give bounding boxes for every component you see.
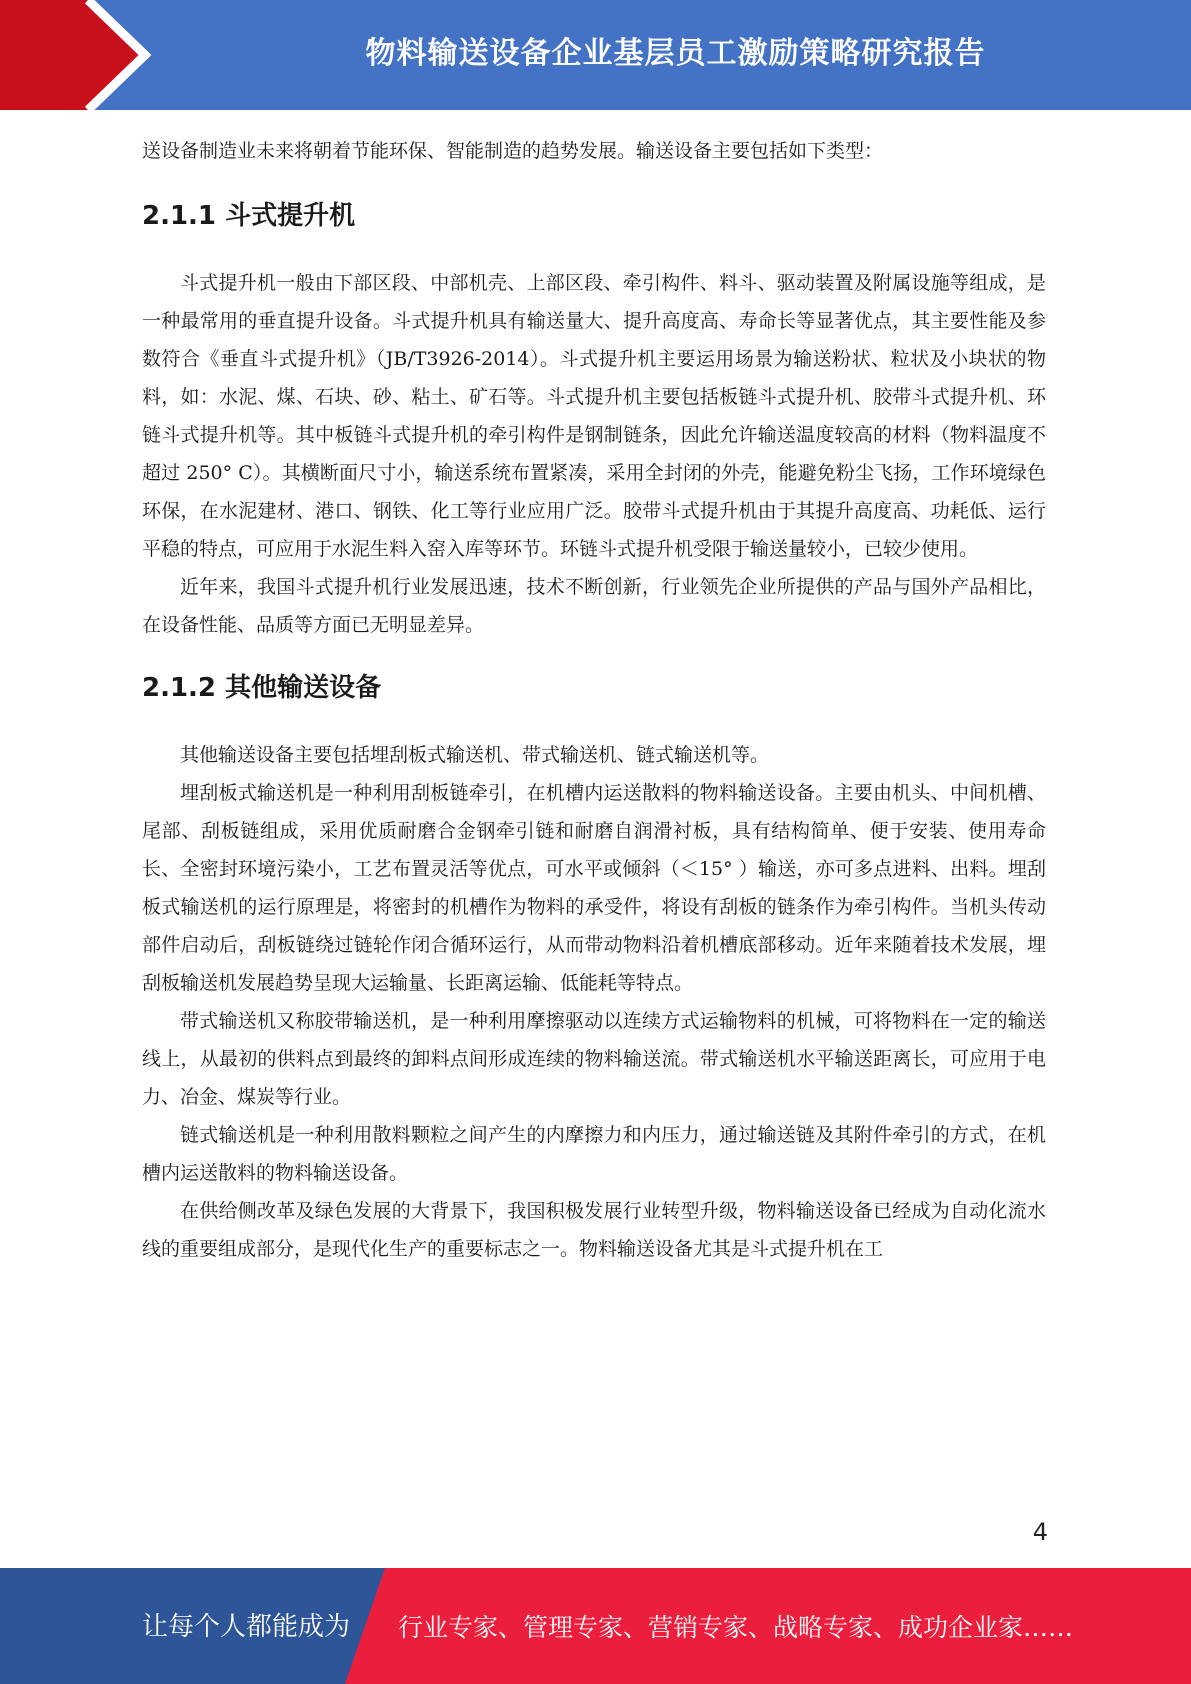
paragraph: 近年来，我国斗式提升机行业发展迅速，技术不断创新，行业领先企业所提供的产品与国外产品相比，在设备性能、品质等方面已无明显差异。 <box>142 576 1046 636</box>
section-heading-other-equipment: 2.1.2 其他输送设备 <box>142 673 382 703</box>
paragraph: 带式输送机又称胶带输送机，是一种利用摩擦驱动以连续方式运输物料的机械，可将物料在一定的输送线上，从最初的供料点到最终的卸料点间形成连续的物料输送流。带式输送机水平输送距离长，可应用于电力、冶金、煤炭等行业。 <box>142 1010 1046 1108</box>
page-number: 4 <box>1032 1518 1048 1546</box>
paragraph: 其他输送设备主要包括埋刮板式输送机、带式输送机、链式输送机等。 <box>180 744 770 766</box>
footer-slogan-right: 行业专家、管理专家、营销专家、战略专家、成功企业家…… <box>398 1613 1074 1642</box>
footer-slogan-left: 让每个人都能成为 <box>142 1612 351 1642</box>
intro-paragraph: 送设备制造业未来将朝着节能环保、智能制造的趋势发展。输送设备主要包括如下类型： <box>142 140 884 162</box>
paragraph: 链式输送机是一种利用散料颗粒之间产生的内摩擦力和内压力，通过输送链及其附件牵引的方式，在机槽内运送散料的物料输送设备。 <box>142 1124 1046 1184</box>
page-header <box>0 0 1191 110</box>
document-body <box>142 132 1046 1268</box>
paragraph: 埋刮板式输送机是一种利用刮板链牵引，在机槽内运送散料的物料输送设备。主要由机头、中间机槽、尾部、刮板链组成，采用优质耐磨合金钢牵引链和耐磨自润滑衬板，具有结构简单、便于安装、使用寿命长、全密封环境污染小，工艺布置灵活等优点，可水平或倾斜（＜15° ）输送，亦可多点进料、出料。埋刮板式输送机的运行原理是，将密封的机槽作为物料的承受件，将设有刮板的链条作为牵引构件。当机头传动部件启动后，刮板链绕过链轮作闭合循环运行，从而带动物料沿着机槽底部移动。近年来随着技术发展，埋刮板输送机发展趋势呈现大运输量、长距离运输、低能耗等特点。 <box>142 782 1046 994</box>
paragraph: 斗式提升机一般由下部区段、中部机壳、上部区段、牵引构件、料斗、驱动装置及附属设施等组成，是一种最常用的垂直提升设备。斗式提升机具有输送量大、提升高度高、寿命长等显著优点，其主要性能及参数符合《垂直斗式提升机》（JB/T3926-2014）。斗式提升机主要运用场景为输送粉状、粒状及小块状的物料，如：水泥、煤、石块、砂、粘土、矿石等。斗式提升机主要包括板链斗式提升机、胶带斗式提升机、环链斗式提升机等。其中板链斗式提升机的牵引构件是钢制链条，因此允许输送温度较高的材料（物料温度不超过 250° C）。其横断面尺寸小，输送系统布置紧凑，采用全封闭的外壳，能避免粉尘飞扬，工作环境绿色环保，在水泥建材、港口、钢铁、化工等行业应用广泛。胶带斗式提升机由于其提升高度高、功耗低、运行平稳的特点，可应用于水泥生料入窑入库等环节。环链斗式提升机受限于输送量较小，已较少使用。 <box>142 272 1046 560</box>
report-title: 物料输送设备企业基层员工激励策略研究报告 <box>365 36 986 71</box>
page-footer <box>0 1568 1191 1684</box>
paragraph: 在供给侧改革及绿色发展的大背景下，我国积极发展行业转型升级，物料输送设备已经成为自动化流水线的重要组成部分，是现代化生产的重要标志之一。物料输送设备尤其是斗式提升机在工 <box>142 1200 1046 1260</box>
section-heading-bucket-elevator: 2.1.1 斗式提升机 <box>142 201 356 231</box>
header-red-arrow <box>0 0 145 110</box>
